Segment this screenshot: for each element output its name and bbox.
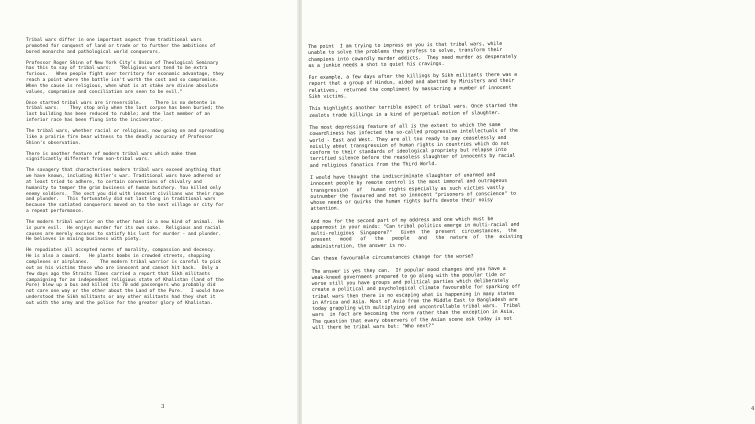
right-paragraph-5: I would have thought the indiscriminate slaughter of unarmed and innocent people by remote control is the most immoral and outrageous transgression of human rights especially as such victims vastly outnumber the favoured and not so innocent "prisoners of conscience" to whose needs or quirks the human rights buffs devote their noisy attention. — [310, 172, 517, 213]
right-paragraph-1: The point I am trying to impress on you is that tribal wars, while unable to solve the problems they profess to solve, transform their champions into cowardly murder addicts. They need murder as desperately as a junkie needs a shot to quiet his cravings. — [308, 40, 517, 69]
right-paragraph-2: For example, a few days after the killings by Sikh militants there was a report that a group of Hindus, aided and abetted by Ministers and their relatives, returned the compliment by massacring a number of innocent Sikh victims. — [308, 71, 518, 100]
left-paragraph-2: Professor Roger Shinn of New York City's Union of Theological Seminary has this to say of tribal wars: "Religious wars tend to be extra furious. When people fight over territory for economic advantage, they reach a point where the battle isn't worth the cost and so compromise. When the cause is religious, when what is at stake are divine absolute values, compromise and conciliation are seen to be evil." — [26, 60, 224, 95]
right-page-number: 4 — [751, 406, 755, 412]
right-paragraph-4: The most depressing feature of all is the extent to which the same cowardliness has infected the so-called progressive intellectuals of the world - East and West. They are all too ready to pay ceaselessly and noisily about transgression of human rights in countries which do not conform to their standards of ideological propriety but relapse into terrified silence before the reasoless slaughter of innocents by racial and religious fanatics from the Third World. — [309, 122, 518, 169]
right-paragraph-6: And now for the second part of my address and one which must be uppermost in your minds: "Can tribal politics emerge in multi-racial and multi-religious Singapore?" Given the present circumstances, the present mood of the people and the nature of the existing administration, the answer is no. — [310, 215, 523, 250]
left-page — [0, 0, 298, 424]
left-paragraph-5: There is another feature of modern tribal wars which make them significantly different from non-tribal wars. — [26, 151, 197, 163]
left-paragraph-4: The tribal wars, whether racial or religious, now going on and spreading like a prairie fire bear witness to the deadly accuracy of Professor Shinn's observation. — [26, 128, 224, 146]
left-page-number: 3 — [161, 404, 165, 410]
right-paragraph-7: Can these favourable circumstances change for the worse? — [311, 253, 474, 263]
right-page-text-block — [308, 40, 590, 331]
left-paragraph-1: Tribal wars differ in one important aspect from traditional wars promoted for conquest of land or trade or to further the ambitions of bored monarchs and pathological world conquerors. — [26, 38, 216, 55]
left-paragraph-7: The modern tribal warrior on the other hand is a new kind of animal. He is pure evil. He enjoys murder for its own sake. Religious and racial causes are merely excuses to satisfy his lust for murder - and plunder. He believes in mixing business with piety. — [26, 219, 224, 243]
right-paragraph-3: This highlights another terrible aspect of tribal wars. Once started the zealots trade killings in a kind of perpetual motion of slaughter. — [308, 103, 518, 119]
right-page — [302, 0, 755, 424]
left-paragraph-8: He repudiates all accepted norms of morality, compassion and decency. He is also a coward. He plants bombs in crowded streets, shopping complexes or airplanes. The modern tribal warrior is careful to pick out as his victims those who are innocent and cannot hit back. Only a few days ago the Straits Times carried a report that Sikh militants campaigning for an independent religious state of Khalistan (land of the Pure) blew up a bus and killed its 70 odd passengers who probably did not care one way or the other about the Land of the Pure. I would have understood the Sikh militants or any other militants had they shot it out with the army and the police for the greater glory of Khalistan. — [26, 248, 224, 306]
left-paragraph-3: Once started tribal wars are irreversible. There is no detente in tribal wars. They stop only when the last corpse has been buried; the last building has been reduced to rubble; and the last member of an inferior race has been flung into the incinerator. — [26, 100, 224, 124]
right-paragraph-8: The answer is yes they can. If popular mood changes and you have a weak-kneed government prepared to go along with the popular tide or worse still you have groups and political parties which deliberately create a political and psychological climate favourable for sparking off tribal wars then there is no escaping what is happening in many states in Africa and Asia. Most of Asia from the Middle East to Bangladesh are today grappling with multiplying and uncontrollable tribal wars. Tribal wars in fact are becoming the norm rather than the exception in Asia. The question that every observers of the Asian scene ask today is not will there be tribal wars but: "Who next?" — [311, 265, 521, 331]
left-paragraph-6: The savagery that characterises modern tribal wars exceed anything that we have known, including Hitler's war. Traditional wars have adhered or at least tried to adhere, to certain conventions of chivalry and humanity to temper the grim business of human butchery. You killed only enemy soldiers. The sect you did with innocent civilians was their rape and plunder. This fortunately did not last long in traditional wars because the satiated conquerors moved on to the next village or city for a repeat performance. — [26, 168, 224, 215]
